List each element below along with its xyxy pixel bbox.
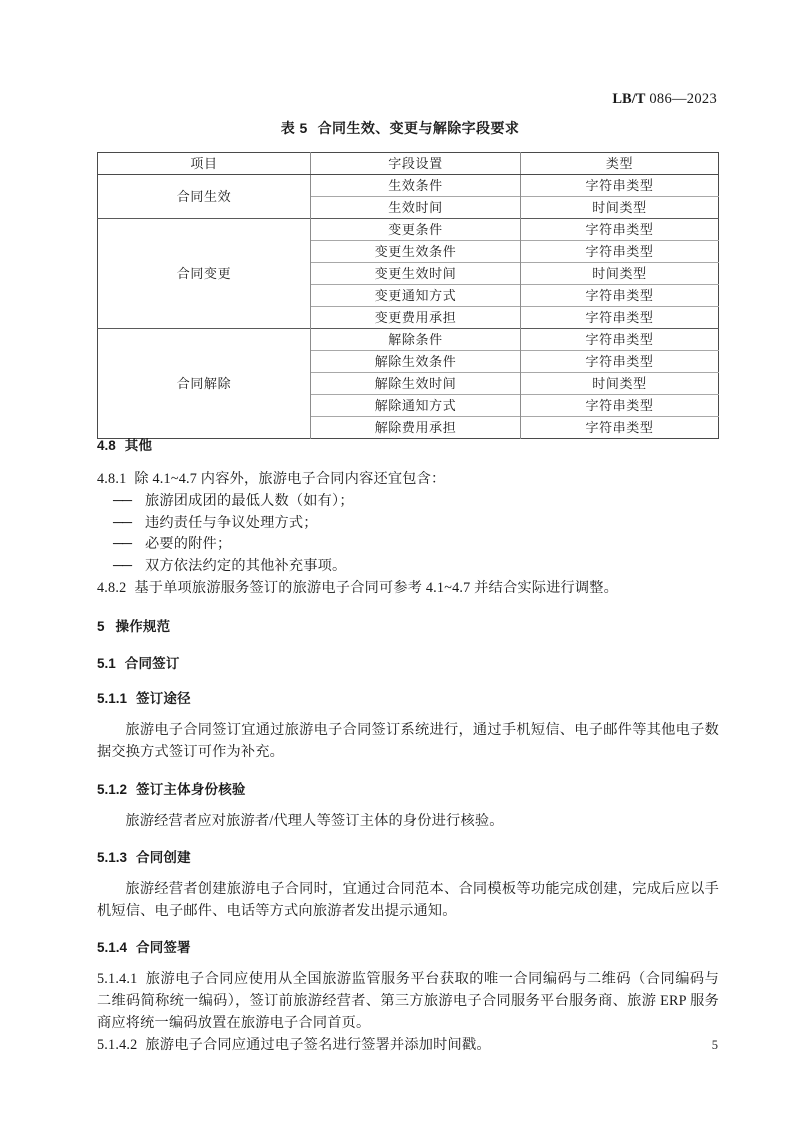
heading-5-1-4-title: 合同签署: [136, 940, 191, 955]
field-type: 字符串类型: [521, 175, 719, 197]
em-dash-marker: ──: [113, 493, 132, 509]
heading-4-8-title: 其他: [124, 438, 153, 453]
field-name: 解除费用承担: [311, 417, 521, 439]
heading-5-1-4-number: 5.1.4: [97, 940, 128, 955]
field-type: 时间类型: [521, 197, 719, 219]
table-5-container: [97, 152, 718, 439]
clause-4-8-2-number: 4.8.2: [97, 580, 127, 596]
heading-5-number: 5: [97, 619, 105, 634]
column-header-item: 项目: [98, 153, 311, 175]
clause-4-8-2-text: 基于单项旅游服务签订的旅游电子合同可参考 4.1~4.7 并结合实际进行调整。: [134, 580, 619, 596]
heading-5-1-3-number: 5.1.3: [97, 850, 128, 865]
clause-4-8-1-list: [97, 491, 719, 577]
heading-5-1-3: [97, 846, 719, 866]
clause-5-1-4-1-text: 旅游电子合同应使用从全国旅游监管服务平台获取的唯一合同编码与二维码（合同编码与二维码简称统一编码），签订前旅游经营者、第三方旅游电子合同服务平台服务商、旅游 ERP 服务商应将统一编码放置在旅游电子合同首页。: [97, 971, 719, 1031]
group-item-label: 合同变更: [98, 219, 311, 329]
field-type: 字符串类型: [521, 329, 719, 351]
field-name: 解除通知方式: [311, 395, 521, 417]
heading-5-1-2-title: 签订主体身份核验: [136, 782, 246, 797]
running-header: [97, 88, 717, 108]
field-type: 字符串类型: [521, 219, 719, 241]
table-row: [98, 219, 719, 241]
clause-5-1-4-2-text: 旅游电子合同应通过电子签名进行签署并添加时间戳。: [145, 1037, 491, 1053]
standard-prefix: LB/T: [612, 91, 646, 107]
table-body: [98, 175, 719, 439]
body-5-1-1: 旅游电子合同签订宜通过旅游电子合同签订系统进行，通过手机短信、电子邮件等其他电子数据交换方式签订可作为补充。: [97, 722, 719, 760]
field-name: 变更生效时间: [311, 263, 521, 285]
list-item: [97, 534, 719, 556]
column-header-type: 类型: [521, 153, 719, 175]
heading-5-1-3-title: 合同创建: [136, 850, 191, 865]
heading-5-title: 操作规范: [115, 619, 171, 634]
list-item-text: 旅游团成团的最低人数（如有）；: [145, 493, 354, 509]
clause-4-8-1-number: 4.8.1: [97, 471, 127, 487]
field-name: 变更通知方式: [311, 285, 521, 307]
list-item-text: 必要的附件；: [145, 536, 232, 552]
group-item-label: 合同解除: [98, 329, 311, 439]
field-name: 变更费用承担: [311, 307, 521, 329]
clause-4-8-1-text: 除 4.1~4.7 内容外，旅游电子合同内容还宜包含：: [134, 471, 446, 487]
field-type: 字符串类型: [521, 417, 719, 439]
em-dash-marker: ──: [113, 514, 132, 531]
em-dash-marker: ──: [113, 536, 132, 552]
heading-5-1-2: [97, 778, 719, 798]
em-dash-marker: ──: [113, 557, 132, 574]
field-type: 字符串类型: [521, 351, 719, 373]
heading-5-1: [97, 652, 719, 672]
group-item-label: 合同生效: [98, 175, 311, 219]
page-number: 5: [711, 1038, 718, 1052]
table-caption-number: 表 5: [280, 120, 308, 136]
table-row: [98, 329, 719, 351]
heading-5-1-2-number: 5.1.2: [97, 782, 128, 797]
heading-5-1-1-number: 5.1.1: [97, 691, 128, 706]
standard-designation: [612, 91, 717, 108]
standard-number: 086—2023: [649, 91, 717, 107]
heading-4-8-number: 4.8: [97, 438, 116, 453]
heading-5-1-4: [97, 936, 719, 956]
field-requirements-table: [97, 152, 719, 439]
list-item: [97, 491, 719, 513]
list-item-text: 双方依法约定的其他补充事项。: [145, 557, 347, 574]
clause-4-8-2: [97, 577, 719, 599]
heading-5-1-number: 5.1: [97, 656, 116, 671]
column-header-field: 字段设置: [311, 153, 521, 175]
heading-5-1-1: [97, 687, 719, 707]
list-item: [97, 556, 719, 578]
field-name: 解除条件: [311, 329, 521, 351]
clause-5-1-4-1-number: 5.1.4.1: [97, 971, 138, 987]
table-caption-title: 合同生效、变更与解除字段要求: [317, 120, 520, 136]
field-name: 变更条件: [311, 219, 521, 241]
field-name: 生效条件: [311, 175, 521, 197]
field-type: 字符串类型: [521, 241, 719, 263]
field-type: 时间类型: [521, 373, 719, 395]
heading-5: [97, 615, 719, 635]
table-header-row: [98, 153, 719, 175]
clause-5-1-4-2-number: 5.1.4.2: [97, 1037, 138, 1053]
field-name: 生效时间: [311, 197, 521, 219]
field-type: 字符串类型: [521, 395, 719, 417]
clause-5-1-4-1: [97, 968, 719, 1034]
field-type: 字符串类型: [521, 307, 719, 329]
table-caption: [0, 118, 800, 138]
table-row: [98, 175, 719, 197]
list-item: [97, 513, 719, 535]
clause-4-8-1: [97, 468, 719, 490]
field-type: 时间类型: [521, 263, 719, 285]
list-item-text: 违约责任与争议处理方式；: [145, 514, 318, 531]
body-5-1-3: 旅游经营者创建旅游电子合同时，宜通过合同范本、合同模板等功能完成创建，完成后应以手机短信、电子邮件、电话等方式向旅游者发出提示通知。: [97, 881, 719, 919]
body-5-1-2: 旅游经营者应对旅游者/代理人等签订主体的身份进行核验。: [125, 813, 504, 829]
field-name: 解除生效时间: [311, 373, 521, 395]
field-type: 字符串类型: [521, 285, 719, 307]
heading-5-1-1-title: 签订途径: [136, 691, 191, 706]
heading-4-8: [97, 434, 719, 454]
heading-5-1-title: 合同签订: [124, 656, 180, 671]
field-name: 解除生效条件: [311, 351, 521, 373]
field-name: 变更生效条件: [311, 241, 521, 263]
